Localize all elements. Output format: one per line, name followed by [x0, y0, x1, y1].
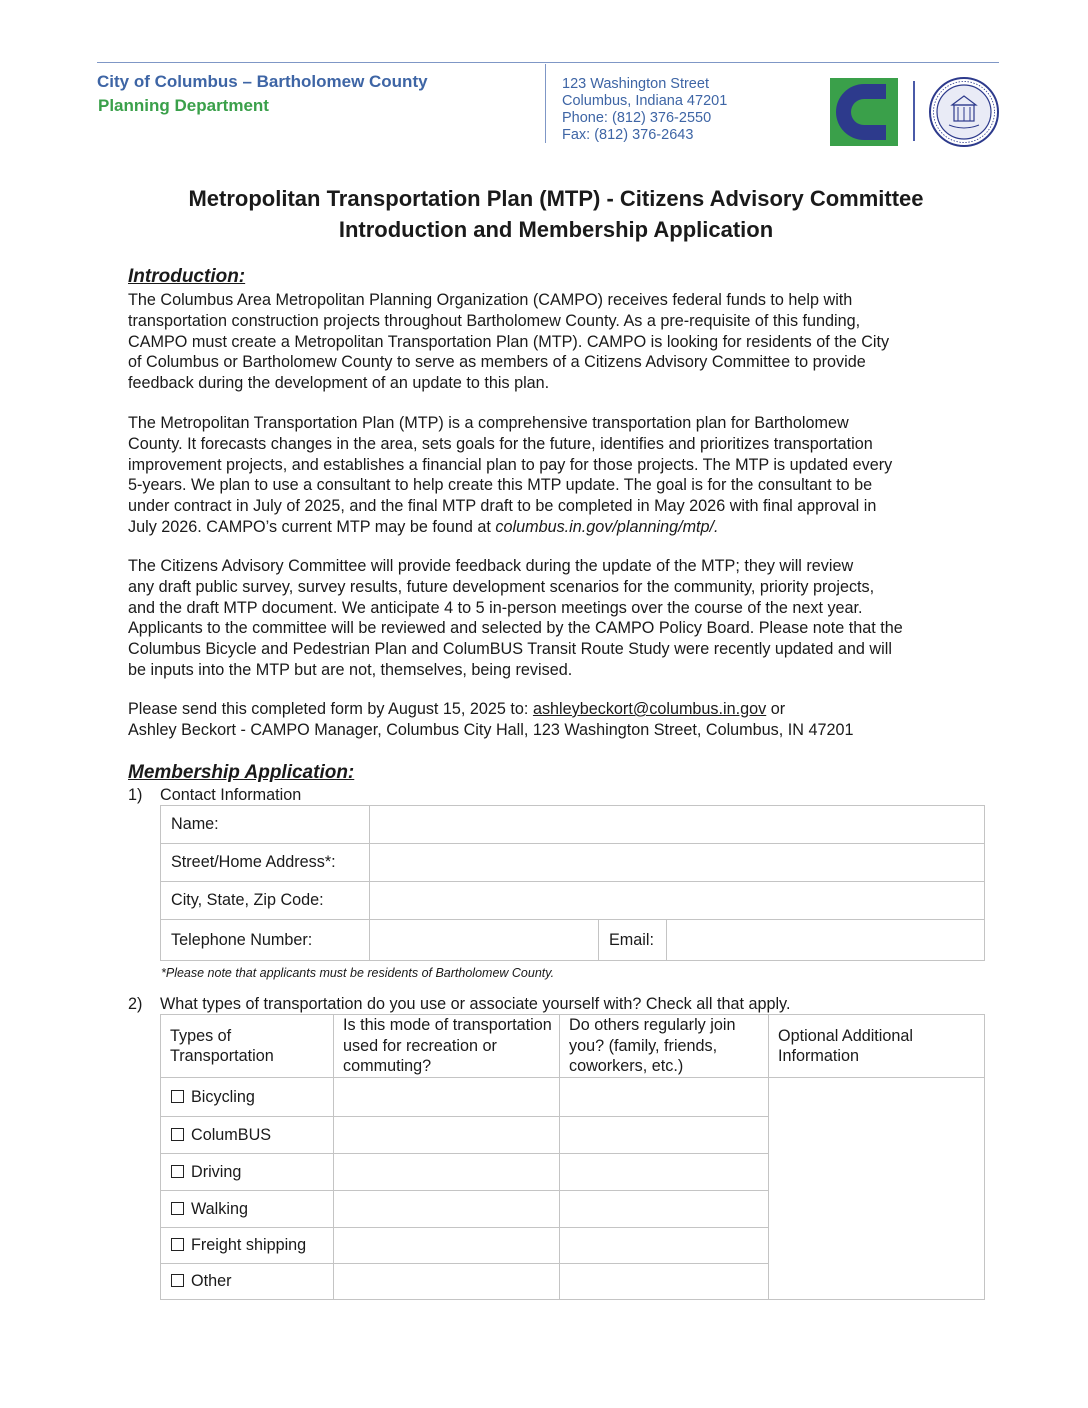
- text-line: improvement projects, and establishes a financial plan to pay for those projects. The MTP is updated every: [128, 455, 893, 474]
- checkbox-icon[interactable]: [171, 1238, 184, 1251]
- membership-heading: Membership Application:: [128, 762, 355, 783]
- mode-other[interactable]: [161, 1264, 334, 1300]
- usage-cell[interactable]: [334, 1117, 560, 1154]
- telephone-field[interactable]: [370, 920, 599, 961]
- table-row: [161, 920, 985, 961]
- question-number: 1): [128, 786, 143, 804]
- usage-cell[interactable]: [334, 1078, 560, 1117]
- question-text: Contact Information: [160, 786, 302, 804]
- others-cell[interactable]: [560, 1117, 769, 1154]
- mode-label: Walking: [191, 1199, 248, 1218]
- address-street: 123 Washington Street: [562, 76, 709, 92]
- usage-cell[interactable]: [334, 1154, 560, 1191]
- mode-columbus[interactable]: [161, 1117, 334, 1154]
- transportation-table: [160, 1014, 985, 1300]
- header-rule: [97, 62, 999, 63]
- mode-bicycling[interactable]: [161, 1078, 334, 1117]
- table-row: [161, 1078, 985, 1117]
- introduction-heading: Introduction:: [128, 266, 246, 287]
- email-label: Email:: [599, 920, 667, 961]
- usage-cell[interactable]: [334, 1191, 560, 1228]
- column-header: Optional Additional Information: [769, 1015, 985, 1078]
- checkbox-icon[interactable]: [171, 1274, 184, 1287]
- checkbox-icon[interactable]: [171, 1202, 184, 1215]
- mode-walking[interactable]: [161, 1191, 334, 1228]
- question-2: [128, 995, 790, 1014]
- table-row: [161, 882, 985, 920]
- text-line: [128, 699, 998, 720]
- text-line: County. It forecasts changes in the area, sets goals for the future, identifies and prioritizes transportation: [128, 434, 873, 453]
- residency-note: *Please note that applicants must be residents of Bartholomew County.: [161, 966, 555, 980]
- county-seal-icon: [929, 77, 999, 147]
- question-1: [128, 786, 301, 805]
- title-line-2: Introduction and Membership Application: [338, 217, 774, 242]
- text-line: The Citizens Advisory Committee will provide feedback during the update of the MTP; they will review: [128, 557, 854, 575]
- table-header-row: [161, 1015, 985, 1078]
- org-name: City of Columbus – Bartholomew County: [97, 72, 428, 91]
- checkbox-icon[interactable]: [171, 1090, 184, 1103]
- submission-instructions: [128, 699, 998, 741]
- mode-label: Driving: [191, 1162, 242, 1181]
- send-suffix: or: [766, 700, 786, 718]
- send-prefix: Please send this completed form by August 15, 2025 to:: [128, 700, 533, 718]
- text-line: CAMPO must create a Metropolitan Transportation Plan (MTP). CAMPO is looking for residents of the City: [128, 332, 890, 351]
- text-line: be inputs into the MTP but are not, themselves, being revised.: [128, 660, 573, 679]
- text-line: any draft public survey, survey results, future development scenarios for the community, priority projects,: [128, 577, 875, 596]
- intro-paragraph-1: [128, 290, 998, 394]
- mode-driving[interactable]: [161, 1154, 334, 1191]
- address-city: Columbus, Indiana 47201: [562, 93, 728, 109]
- text-line: and the draft MTP document. We anticipate 4 to 5 in-person meetings over the course of the next year.: [128, 598, 863, 617]
- text-line: 5-years. We plan to use a consultant to help create this MTP update. The goal is for the consultant to be: [128, 476, 873, 495]
- text-line: Applicants to the committee will be reviewed and selected by the CAMPO Policy Board. Please note that the: [128, 619, 903, 638]
- others-cell[interactable]: [560, 1078, 769, 1117]
- checkbox-icon[interactable]: [171, 1165, 184, 1178]
- city-state-zip-label: City, State, Zip Code:: [161, 882, 370, 920]
- mode-label: Other: [191, 1272, 232, 1290]
- logo-divider: [913, 81, 915, 141]
- address-label: Street/Home Address*:: [161, 844, 370, 882]
- mode-freight-shipping[interactable]: [161, 1228, 334, 1264]
- address-block: [562, 76, 727, 144]
- mode-label: Bicycling: [191, 1087, 255, 1106]
- mode-label: ColumBUS: [191, 1125, 272, 1144]
- text-line: of Columbus or Bartholomew County to serve as members of a Citizens Advisory Committee to provide: [128, 353, 866, 372]
- contact-info-table: [160, 805, 985, 961]
- additional-info-cell[interactable]: [769, 1078, 985, 1300]
- others-cell[interactable]: [560, 1228, 769, 1264]
- email-field[interactable]: [667, 920, 985, 961]
- table-row: [161, 844, 985, 882]
- title-line-1: Metropolitan Transportation Plan (MTP) - Citizens Advisory Committee: [188, 186, 924, 211]
- mtp-url: columbus.in.gov/planning/mtp/.: [495, 517, 719, 536]
- usage-cell[interactable]: [334, 1228, 560, 1264]
- text-line: The Columbus Area Metropolitan Planning Organization (CAMPO) receives federal funds to help with: [128, 291, 853, 309]
- column-header: Do others regularly join you? (family, friends, coworkers, etc.): [560, 1015, 769, 1078]
- mtp-link-prefix: July 2026. CAMPO’s current MTP may be found at: [128, 517, 496, 536]
- question-text: What types of transportation do you use or associate yourself with? Check all that apply.: [160, 995, 791, 1013]
- text-line: transportation construction projects throughout Bartholomew County. As a pre-requisite of this funding,: [128, 311, 861, 330]
- address-field[interactable]: [370, 844, 985, 882]
- others-cell[interactable]: [560, 1191, 769, 1228]
- others-cell[interactable]: [560, 1264, 769, 1300]
- column-header: Is this mode of transportation used for recreation or commuting?: [334, 1015, 560, 1078]
- text-line: under contract in July of 2025, and the final MTP draft to be completed in May 2026 with final approval in: [128, 497, 877, 516]
- telephone-label: Telephone Number:: [161, 920, 370, 961]
- others-cell[interactable]: [560, 1154, 769, 1191]
- text-line: The Metropolitan Transportation Plan (MTP) is a comprehensive transportation plan for Bartholomew: [128, 414, 849, 432]
- mode-label: Freight shipping: [191, 1236, 307, 1254]
- checkbox-icon[interactable]: [171, 1128, 184, 1141]
- address-phone: Phone: (812) 376-2550: [562, 110, 712, 126]
- document-title: [100, 183, 1012, 245]
- intro-paragraph-2: [128, 413, 998, 538]
- text-line: Columbus Bicycle and Pedestrian Plan and ColumBUS Transit Route Study were recently updated and will: [128, 640, 892, 659]
- column-header: Types of Transportation: [161, 1015, 334, 1078]
- columbus-logo-icon: [830, 78, 898, 146]
- mailing-address: Ashley Beckort - CAMPO Manager, Columbus City Hall, 123 Washington Street, Columbus, IN 47201: [128, 720, 854, 739]
- text-line: feedback during the development of an update to this plan.: [128, 374, 550, 393]
- email-link[interactable]: ashleybeckort@columbus.in.gov: [532, 700, 767, 718]
- text-line: [128, 517, 998, 538]
- name-field[interactable]: [370, 806, 985, 844]
- intro-paragraph-3: [128, 556, 998, 681]
- question-number: 2): [128, 995, 143, 1013]
- usage-cell[interactable]: [334, 1264, 560, 1300]
- city-state-zip-field[interactable]: [370, 882, 985, 920]
- name-label: Name:: [161, 806, 370, 844]
- department-name: Planning Department: [98, 96, 269, 115]
- header-divider: [545, 64, 546, 143]
- address-fax: Fax: (812) 376-2643: [562, 127, 694, 143]
- table-row: [161, 806, 985, 844]
